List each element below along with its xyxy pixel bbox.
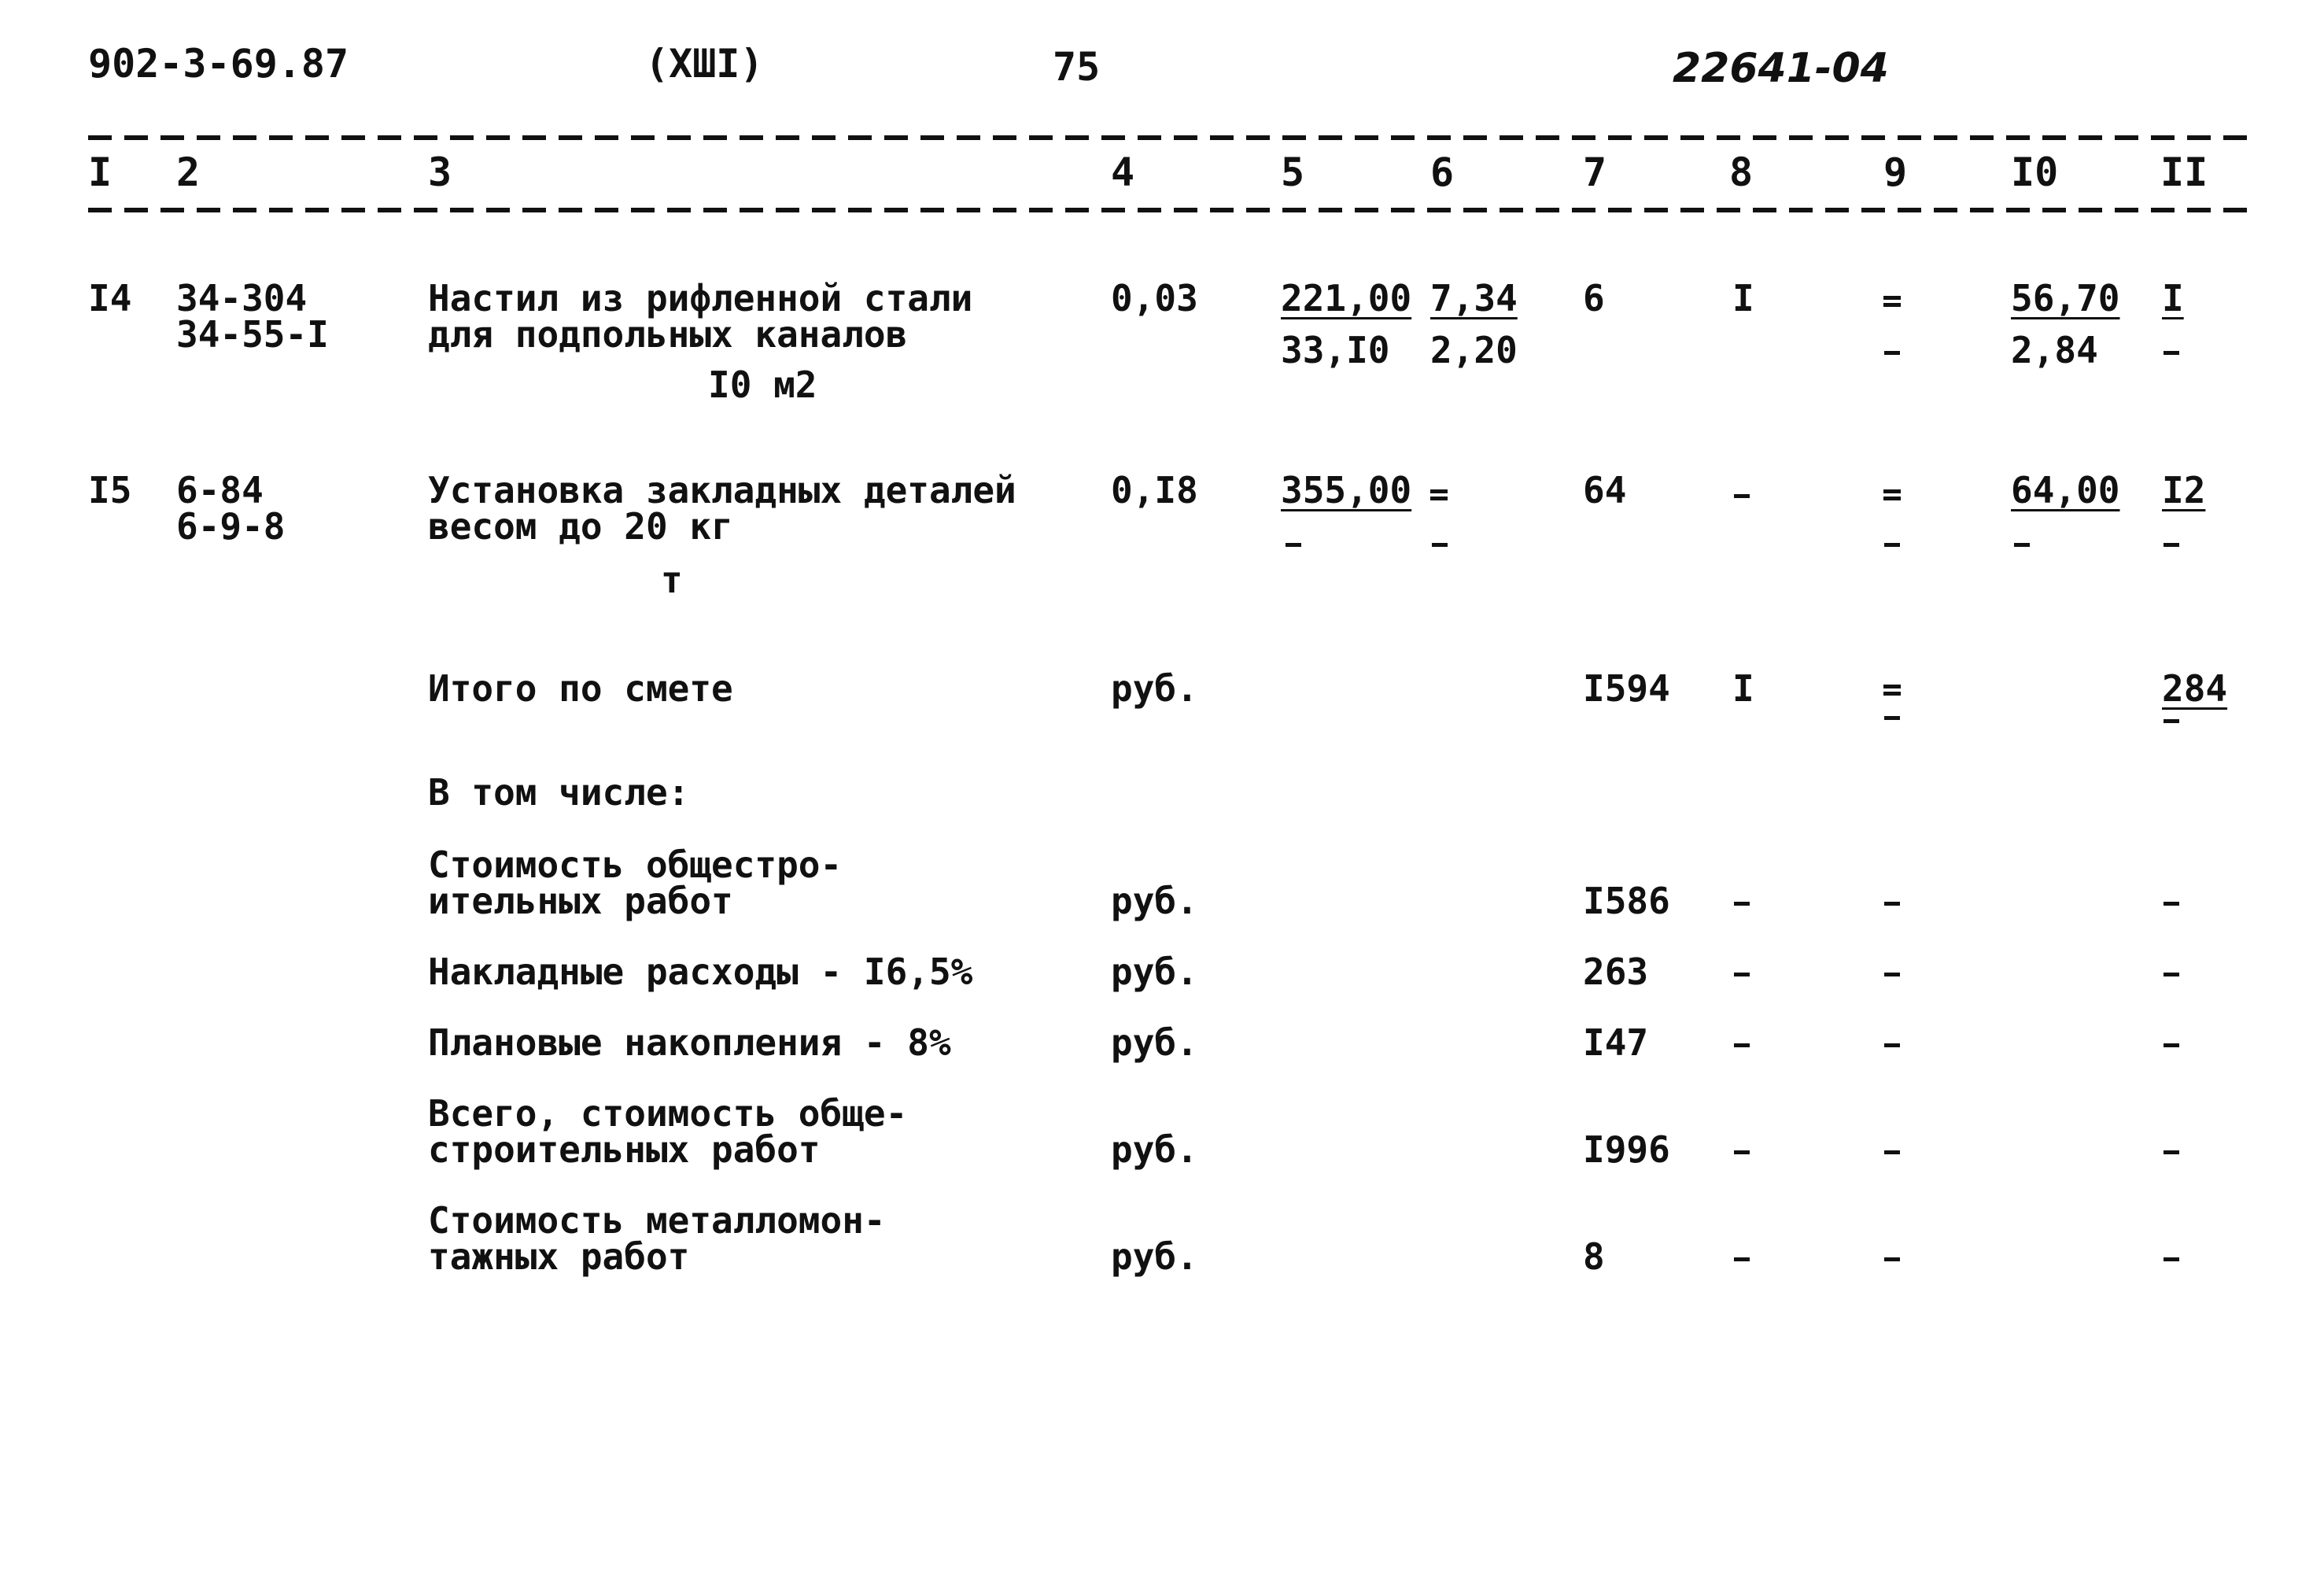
labor-cost: 56,70 bbox=[2011, 277, 2120, 319]
dash-mark bbox=[2164, 1257, 2179, 1261]
document-code: 902-3-69.87 bbox=[88, 41, 349, 87]
norm-code: 6-9-8 bbox=[176, 505, 286, 548]
sub-row-label: Всего, стоимость обще- bbox=[428, 1092, 908, 1135]
sub-row-unit: руб. bbox=[1111, 1021, 1198, 1064]
col-header-10: I0 bbox=[2011, 150, 2059, 195]
dash-mark bbox=[1884, 1257, 1900, 1261]
dash-mark bbox=[1884, 902, 1900, 906]
unit-cost-total: 221,00 bbox=[1281, 277, 1412, 319]
total-cost: 64 bbox=[1583, 469, 1627, 511]
dash-mark bbox=[1734, 1257, 1750, 1261]
unit-of-measure: т bbox=[661, 559, 683, 601]
dashed-rule-top bbox=[88, 135, 2252, 140]
sub-row-unit: руб. bbox=[1111, 1128, 1198, 1171]
work-description: Настил из рифленной стали bbox=[428, 277, 973, 319]
unit-cost-machine-wages: 2,20 bbox=[1430, 329, 1518, 371]
total-col-8: I bbox=[1732, 667, 1754, 710]
sub-row-unit: руб. bbox=[1111, 880, 1198, 922]
sub-row-cost: I586 bbox=[1583, 880, 1670, 922]
work-description: для подпольных каналов bbox=[428, 313, 908, 356]
page-number: 75 bbox=[1053, 44, 1101, 90]
double-dash-mark bbox=[1883, 685, 1901, 696]
col-header-6: 6 bbox=[1430, 150, 1455, 195]
dash-mark bbox=[1884, 1150, 1900, 1154]
sub-row-cost: 8 bbox=[1583, 1235, 1605, 1278]
col-header-5: 5 bbox=[1281, 150, 1305, 195]
row-number: I4 bbox=[88, 277, 132, 319]
col-header-11: II bbox=[2160, 150, 2208, 195]
quantity: 0,I8 bbox=[1111, 469, 1198, 511]
sub-row-label: ительных работ bbox=[428, 880, 733, 922]
dashed-rule-bottom bbox=[88, 208, 2252, 212]
archive-number: 22641-04 bbox=[1673, 45, 1889, 92]
sub-row-label: Стоимость общестро- bbox=[428, 844, 843, 886]
col-header-2: 2 bbox=[176, 150, 201, 195]
unit-cost-total: 355,00 bbox=[1281, 469, 1412, 511]
dash-mark bbox=[2164, 351, 2179, 355]
total-unit: руб. bbox=[1111, 667, 1198, 710]
including-label: В том числе: bbox=[428, 771, 690, 814]
work-description: весом до 20 кг bbox=[428, 505, 733, 548]
sub-row-cost: I996 bbox=[1583, 1128, 1670, 1171]
total-cost: 6 bbox=[1583, 277, 1605, 319]
double-dash-mark bbox=[1430, 489, 1448, 500]
cost-col-11: I2 bbox=[2162, 469, 2206, 511]
dash-mark bbox=[1734, 1150, 1750, 1154]
labor-cost: 64,00 bbox=[2011, 469, 2120, 511]
sub-row-unit: руб. bbox=[1111, 1235, 1198, 1278]
sub-row-label: Плановые накопления - 8% bbox=[428, 1021, 951, 1064]
cost-col-11: I bbox=[2162, 277, 2184, 319]
dash-mark bbox=[2164, 543, 2179, 547]
quantity: 0,03 bbox=[1111, 277, 1198, 319]
total-label: Итого по смете bbox=[428, 667, 733, 710]
dash-mark bbox=[1734, 902, 1750, 906]
col-header-3: 3 bbox=[428, 150, 452, 195]
total-cost: I594 bbox=[1583, 667, 1670, 710]
dash-mark bbox=[1286, 543, 1301, 547]
norm-code: 34-55-I bbox=[176, 313, 329, 356]
dash-mark bbox=[1734, 1043, 1750, 1047]
dash-mark bbox=[2164, 973, 2179, 976]
col-header-7: 7 bbox=[1583, 150, 1607, 195]
unit-of-measure: I0 м2 bbox=[708, 364, 817, 406]
dash-mark bbox=[1884, 716, 1900, 720]
sub-row-label: Накладные расходы - I6,5% bbox=[428, 951, 973, 993]
section-code: (XШI) bbox=[645, 41, 764, 87]
dash-mark bbox=[2164, 1150, 2179, 1154]
sub-row-unit: руб. bbox=[1111, 951, 1198, 993]
dash-mark bbox=[1432, 543, 1448, 547]
double-dash-mark bbox=[1883, 489, 1901, 500]
sub-row-label: Стоимость металломон- bbox=[428, 1199, 886, 1242]
unit-cost-wages: 33,I0 bbox=[1281, 329, 1390, 371]
dash-mark bbox=[2014, 543, 2030, 547]
labor-cost-lower: 2,84 bbox=[2011, 329, 2098, 371]
dash-mark bbox=[2164, 1043, 2179, 1047]
col-header-4: 4 bbox=[1111, 150, 1135, 195]
cost-col-8: I bbox=[1732, 277, 1754, 319]
dash-mark bbox=[2164, 719, 2179, 723]
dash-mark bbox=[1884, 1043, 1900, 1047]
dash-mark bbox=[1884, 543, 1900, 547]
work-description: Установка закладных деталей bbox=[428, 469, 1016, 511]
col-header-8: 8 bbox=[1729, 150, 1754, 195]
double-dash-mark bbox=[1883, 296, 1901, 307]
norm-code: 6-84 bbox=[176, 469, 264, 511]
total-col-11: 284 bbox=[2162, 667, 2228, 710]
col-header-9: 9 bbox=[1883, 150, 1908, 195]
sub-row-cost: 263 bbox=[1583, 951, 1649, 993]
unit-cost-machines: 7,34 bbox=[1430, 277, 1518, 319]
dash-mark bbox=[1734, 494, 1750, 498]
dash-mark bbox=[1884, 351, 1900, 355]
sub-row-label: тажных работ bbox=[428, 1235, 690, 1278]
dash-mark bbox=[1884, 973, 1900, 976]
col-header-1: I bbox=[88, 150, 113, 195]
sub-row-label: строительных работ bbox=[428, 1128, 821, 1171]
sub-row-cost: I47 bbox=[1583, 1021, 1649, 1064]
norm-code: 34-304 bbox=[176, 277, 308, 319]
row-number: I5 bbox=[88, 469, 132, 511]
dash-mark bbox=[1734, 973, 1750, 976]
dash-mark bbox=[2164, 902, 2179, 906]
